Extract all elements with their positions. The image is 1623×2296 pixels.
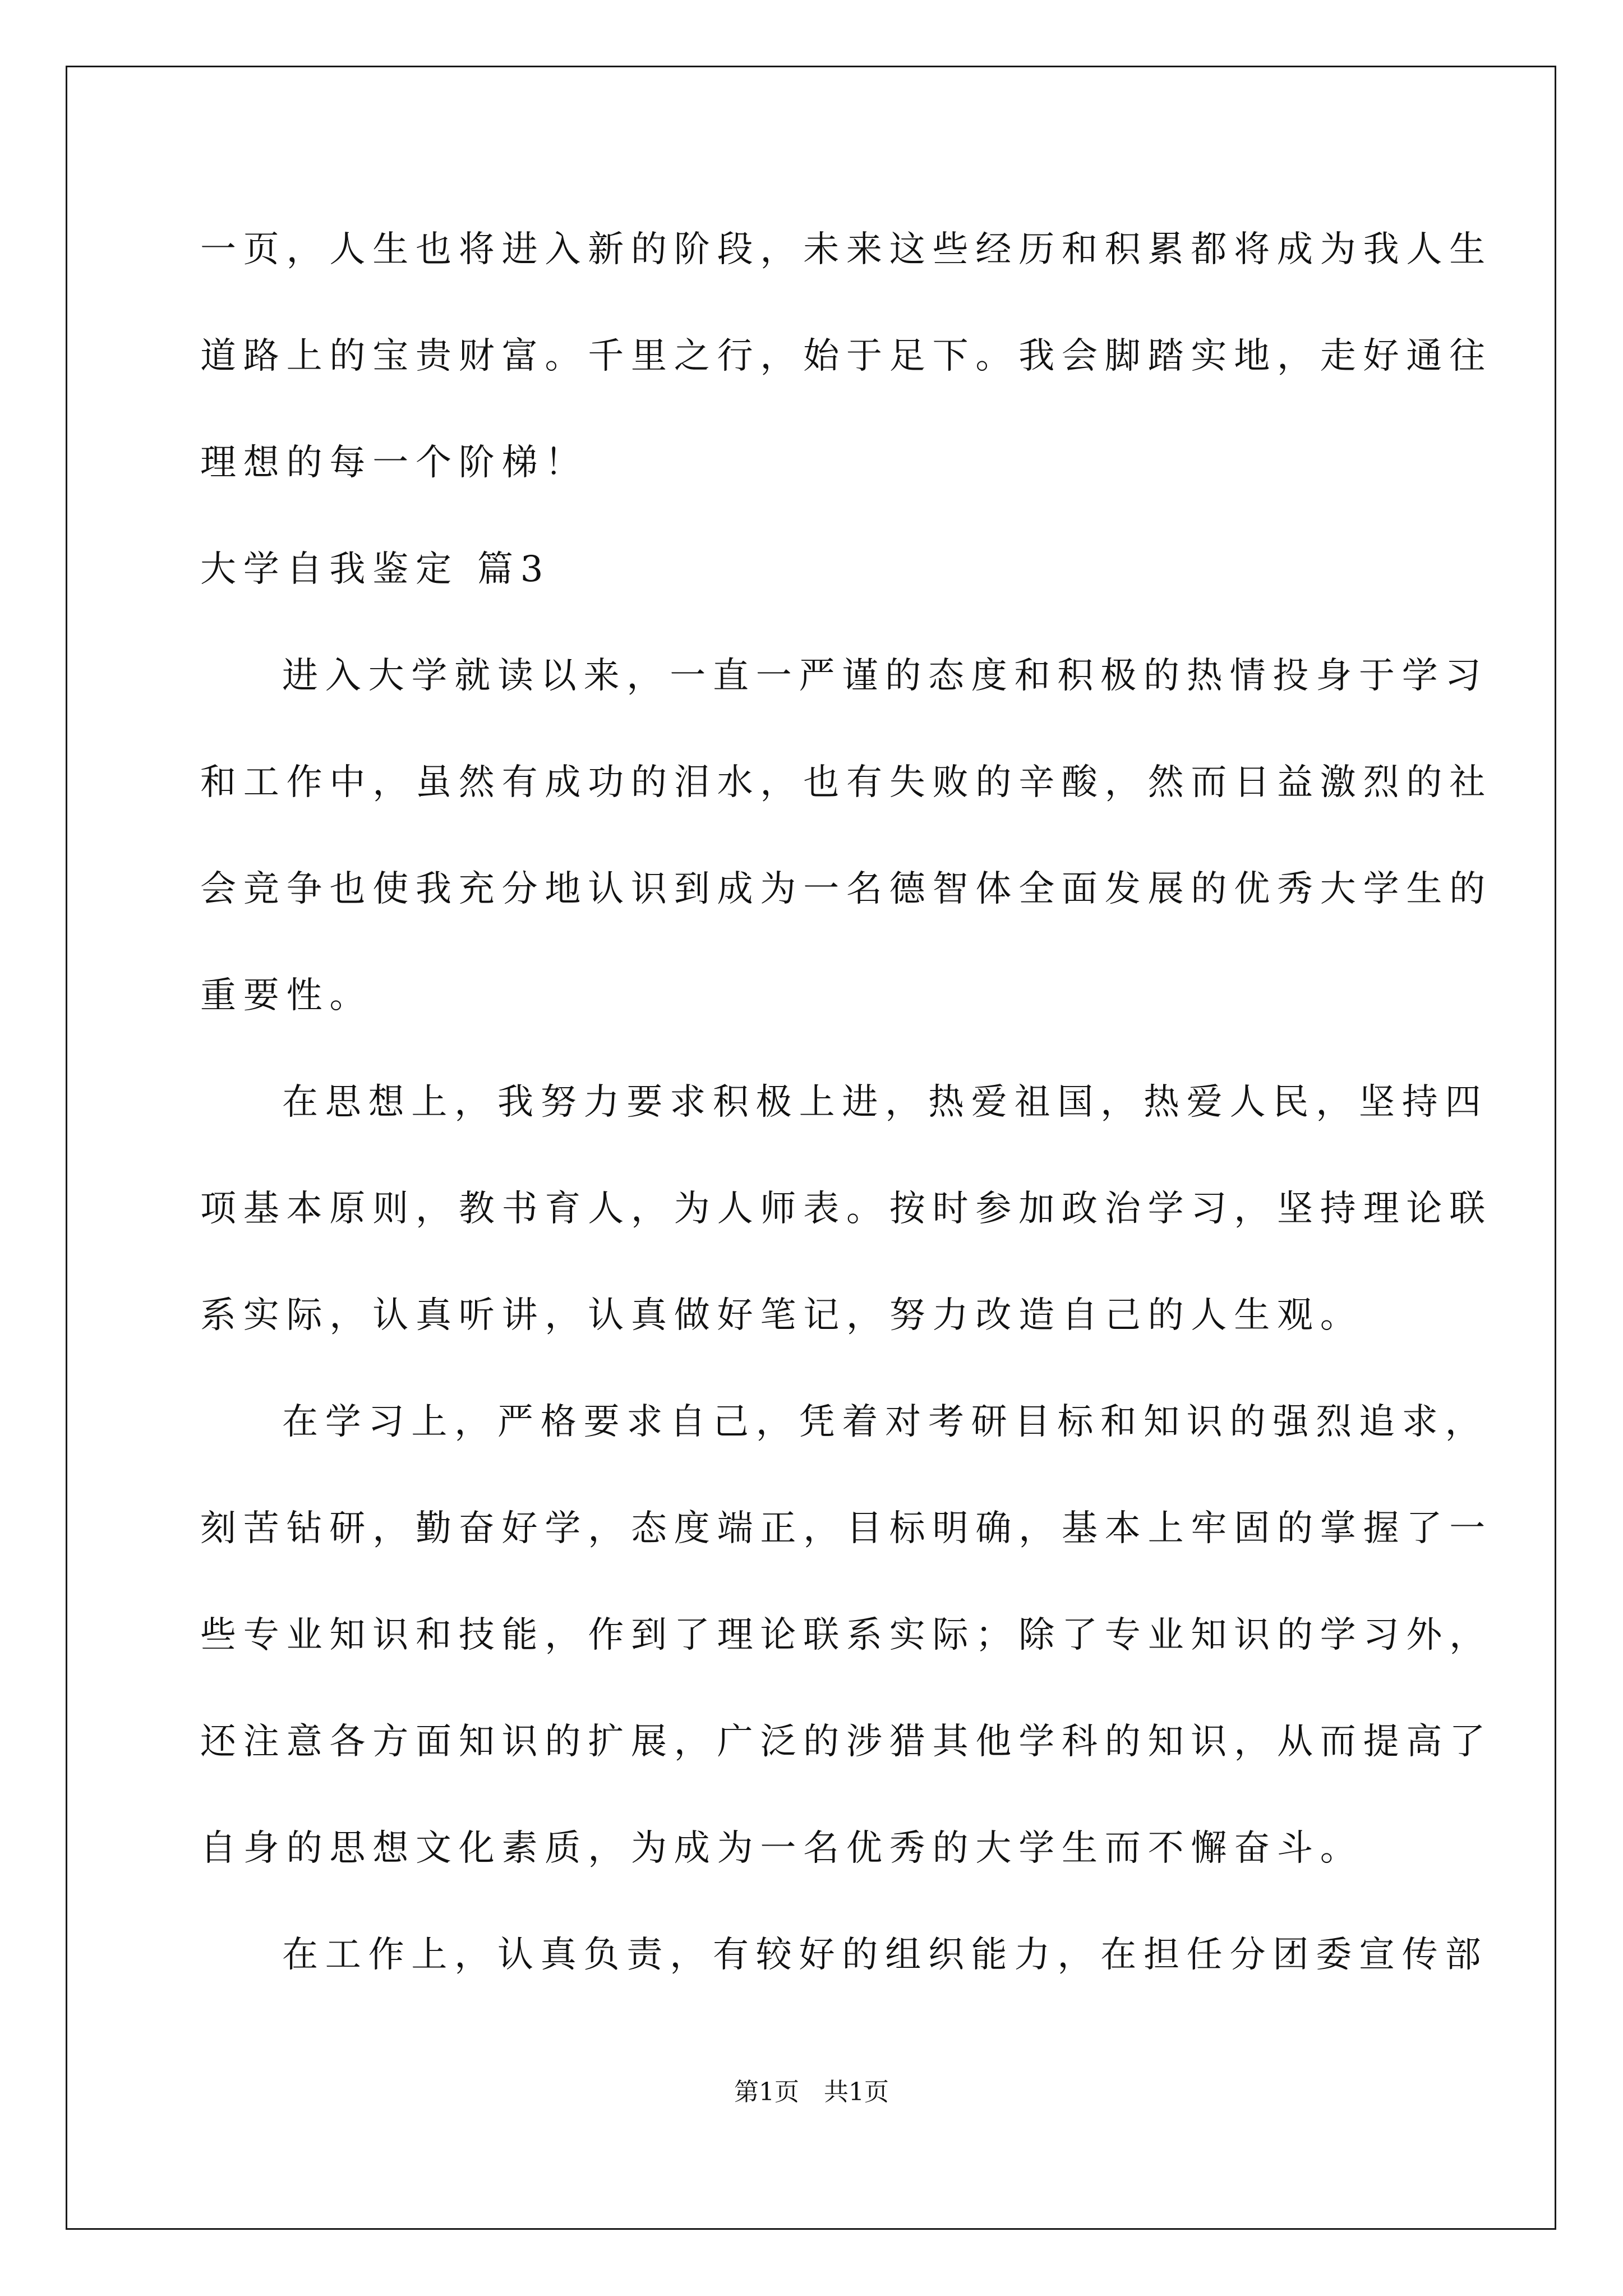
paragraph-start: 在学习上，严格要求自己，凭着对考研目标和知识的强烈追求，	[282, 1401, 1488, 1443]
page-number-footer: 第1页 共1页	[734, 2078, 889, 2106]
text-line: 些专业知识和技能，作到了理论联系实际；除了专业知识的学习外，	[200, 1614, 1492, 1656]
text-line: 刻苦钻研，勤奋好学，态度端正，目标明确，基本上牢固的掌握了一	[200, 1508, 1492, 1549]
paragraph-start: 在工作上，认真负责，有较好的组织能力，在担任分团委宣传部	[282, 1934, 1488, 1976]
paragraph-start: 进入大学就读以来，一直一严谨的态度和积极的热情投身于学习	[282, 655, 1488, 697]
text-line: 一页，人生也将进入新的阶段，未来这些经历和积累都将成为我人生	[200, 229, 1492, 270]
text-line: 还注意各方面知识的扩展，广泛的涉猎其他学科的知识，从而提高了	[200, 1721, 1492, 1763]
paragraph-start: 在思想上，我努力要求积极上进，热爱祖国，热爱人民，坚持四	[282, 1082, 1488, 1123]
text-line: 系实际，认真听讲，认真做好笔记，努力改造自己的人生观。	[200, 1295, 1363, 1336]
text-line: 项基本原则，教书育人，为人师表。按时参加政治学习，坚持理论联	[200, 1188, 1492, 1230]
text-line: 自身的思想文化素质，为成为一名优秀的大学生而不懈奋斗。	[200, 1828, 1363, 1869]
text-line: 道路上的宝贵财富。千里之行，始于足下。我会脚踏实地，走好通往	[200, 335, 1492, 377]
text-line: 重要性。	[200, 975, 373, 1016]
text-line: 理想的每一个阶梯！	[200, 442, 588, 484]
page-border	[66, 66, 1556, 2230]
text-line: 和工作中，虽然有成功的泪水，也有失败的辛酸，然而日益激烈的社	[200, 762, 1492, 803]
text-line: 会竞争也使我充分地认识到成为一名德智体全面发展的优秀大学生的	[200, 868, 1492, 910]
section-heading: 大学自我鉴定 篇3	[200, 549, 551, 590]
